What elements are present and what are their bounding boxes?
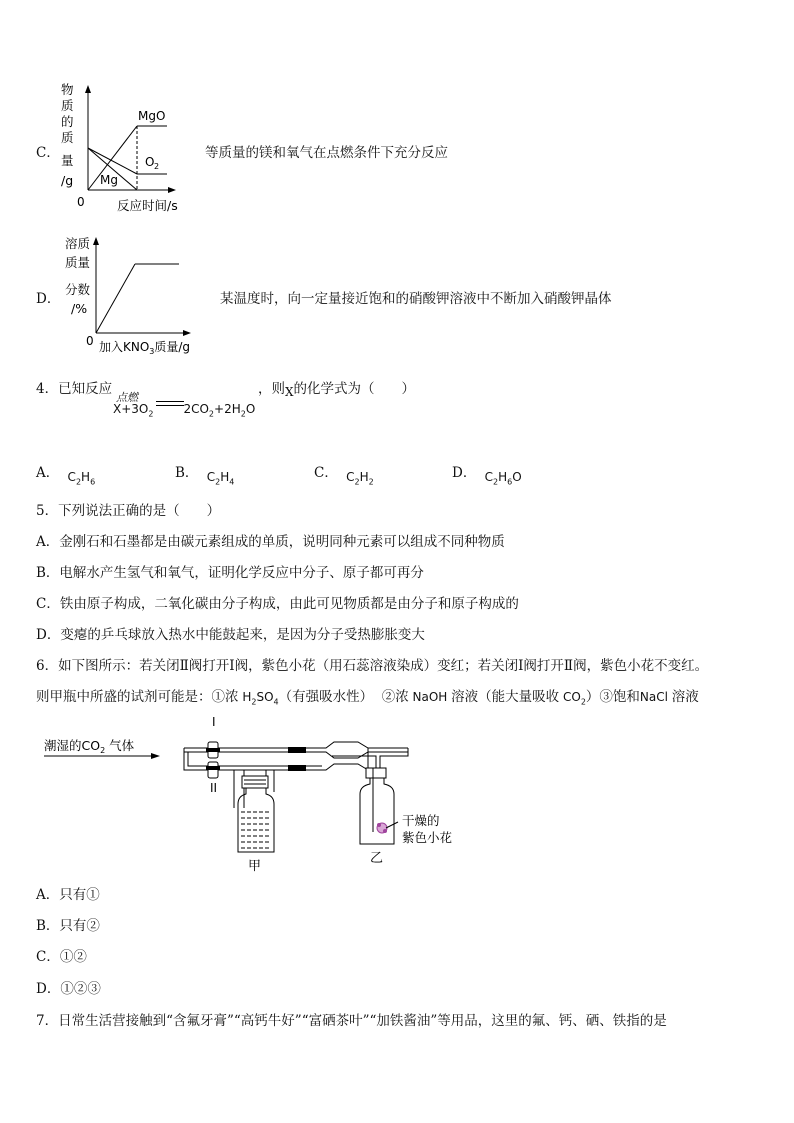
q4-option-d[interactable]: D． $C_2H_6O$ [452, 465, 522, 487]
ylabel-char: 的 [61, 114, 74, 129]
fraction-line [96, 264, 135, 333]
q4-option-b[interactable]: B． $C_2H_4$ [175, 465, 235, 487]
valve-1-body [206, 748, 220, 752]
q5-option-b[interactable]: B．电解水产生氢气和氧气，证明化学反应中分子、原子都可再分 [36, 565, 424, 581]
o2-line [88, 148, 137, 174]
ylabel-char: 质 [61, 98, 74, 113]
q6-stem-line2: 则甲瓶中所盛的试剂可能是：①浓 $H_2SO_4$（有强吸水性） ②浓 NaOH 溶液（能大量吸收 $CO_2)③$饱和NaCl 溶液 [36, 689, 699, 707]
mgo-label: MgO [138, 109, 166, 123]
origin-label: 0 [86, 334, 94, 348]
q6-stem-line1: 6．如下图所示：若关闭Ⅱ阀打开Ⅰ阀，紫色小花（用石蕊溶液染成）变红；若关闭Ⅰ阀打开Ⅱ阀，紫色小花不变红。 [36, 658, 709, 674]
y-axis-arrow [85, 85, 91, 93]
option-d-letter: D． [36, 291, 61, 307]
yi-outlet-tube [380, 752, 408, 768]
ylabel-char: 质量 [65, 255, 91, 270]
option-c-description: 等质量的镁和氧气在点燃条件下充分反应 [205, 145, 448, 161]
bottle-yi-label: 乙 [370, 851, 384, 866]
x-axis-arrow [183, 330, 191, 336]
rubber-joint [288, 765, 306, 771]
q6-option-b[interactable]: B．只有② [36, 918, 100, 934]
o2-subscript: 2 [154, 162, 160, 171]
q6-option-a[interactable]: A．只有① [36, 887, 100, 903]
gas-arrow-head [151, 753, 160, 759]
mg-label: Mg [100, 173, 118, 187]
ylabel-char: /% [71, 301, 88, 316]
flower-label-line2: 紫色小花 [402, 830, 453, 845]
option-c-letter: C． [36, 145, 60, 161]
yi-stopper [366, 768, 386, 778]
ylabel-char: 质 [61, 130, 74, 145]
flower-petal [377, 823, 381, 827]
q5-option-a[interactable]: A．金刚石和石墨都是由碳元素组成的单质，说明同种元素可以组成不同种物质 [36, 534, 505, 550]
q4-stem-x: X [285, 385, 294, 399]
flower-pointer [386, 822, 398, 828]
bottle-jia-label: 甲 [248, 859, 262, 874]
q4-option-a[interactable]: A． $C_2H_6$ [36, 465, 96, 487]
ylabel-char: 物 [61, 82, 74, 97]
valve-2-body [206, 766, 220, 770]
q4-stem-post: ，则 [258, 381, 285, 397]
apparatus-diagram [36, 712, 476, 877]
q4-stem-tail [258, 377, 415, 397]
q6-option-d[interactable]: D．①②③ [36, 981, 101, 997]
q4-stem-end: 的化学式为（ ） [293, 381, 416, 397]
q4-option-c[interactable]: C． $C_2H_2$ [314, 465, 374, 487]
x-axis-label: 反应时间/s [117, 198, 178, 213]
q5-option-c[interactable]: C．铁由原子构成，二氧化碳由分子构成，由此可见物质都是由分子和原子构成的 [36, 596, 519, 612]
valve-2-label: II [210, 781, 218, 795]
o2-label: O [145, 155, 155, 169]
rubber-joint [288, 747, 306, 753]
q7-stem: 7．日常生活营接触到“含氟牙膏”“高钙牛好”“富硒茶叶”“加铁酱油”等用品，这里的氟、钙、硒、铁指的是 [36, 1013, 667, 1029]
jia-liquid [241, 812, 271, 848]
ylabel-char: 溶质 [65, 236, 91, 251]
yi-bottle [360, 778, 394, 844]
origin-label: 0 [77, 195, 85, 209]
q5-option-d[interactable]: D．变瘪的乒乓球放入热水中能鼓起来，是因为分子受热膨胀变大 [36, 627, 425, 643]
ylabel-char: /g [61, 173, 74, 188]
q4-stem-pre: 4．已知反应 [36, 381, 113, 397]
jia-stopper [242, 776, 268, 788]
q6-option-c[interactable]: C．①② [36, 949, 87, 965]
ylabel-char: 分数 [65, 282, 91, 297]
q5-stem: 5．下列说法正确的是（ ） [36, 503, 221, 519]
option-d-description: 某温度时，向一定量接近饱和的硝酸钾溶液中不断加入硝酸钾晶体 [220, 291, 612, 307]
flower-petal [383, 829, 387, 833]
valve-1-label: I [212, 715, 216, 729]
gas-label: 潮湿的$CO_2$ 气体 [44, 738, 135, 755]
x-axis-label: 加入$KNO_3$质量/g [99, 340, 191, 356]
x-axis-arrow [168, 187, 176, 193]
flower-label-line1: 干燥的 [402, 813, 440, 828]
q4-stem [36, 377, 112, 397]
option-c-graph [55, 80, 195, 215]
reaction-condition: 点燃 [116, 391, 138, 404]
y-axis-arrow [93, 237, 99, 245]
ylabel-char: 量 [61, 153, 74, 168]
reaction-equation: $X+3O_2$ $2CO_2+2H_2O$ [113, 402, 256, 419]
option-d-graph [55, 232, 215, 357]
